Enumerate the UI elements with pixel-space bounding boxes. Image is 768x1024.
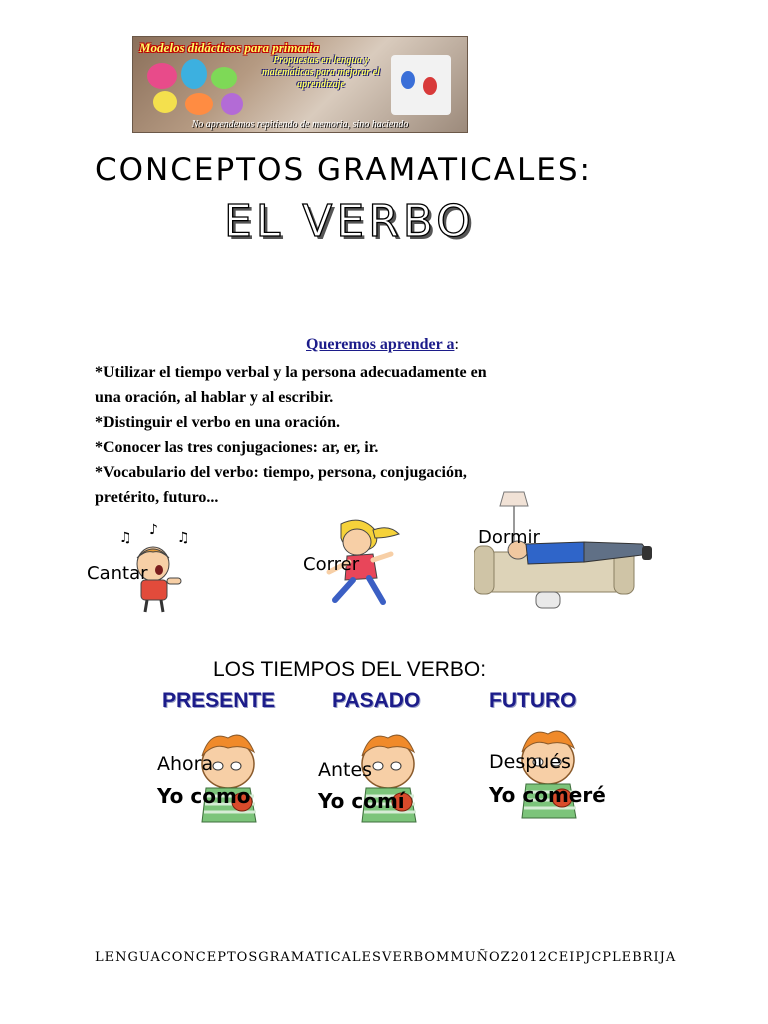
svg-text:♫: ♫ xyxy=(119,530,132,546)
objectives-heading-text: Queremos aprender a xyxy=(306,336,455,353)
example-futuro: Yo comeré xyxy=(489,783,606,807)
example-pasado: Yo comí xyxy=(318,789,405,813)
eating-boy-icon xyxy=(158,726,286,826)
tense-heading-futuro: FUTURO xyxy=(489,689,577,712)
time-word-ahora: Ahora xyxy=(157,753,214,775)
objectives-heading xyxy=(306,336,459,354)
objective-item: *Distinguir el verbo en una oración. xyxy=(95,414,341,431)
verb-label-cantar: Cantar xyxy=(87,563,148,584)
objective-item: *Vocabulario del verbo: tiempo, persona, conjugación, pretérito, futuro... xyxy=(95,464,467,506)
objectives-list xyxy=(95,360,655,510)
objectives-heading-colon: : xyxy=(454,336,459,353)
svg-text:♫: ♫ xyxy=(177,530,190,546)
verb-label-correr: Correr xyxy=(303,554,360,575)
objective-item: *Utilizar el tiempo verbal y la persona adecuadamente en una oración, al hablar y al escribir. xyxy=(95,364,487,406)
banner-subtitle: Propuestas en lengua y matemáticas para mejorar el aprendizaje xyxy=(261,55,381,90)
verb-label-dormir: Dormir xyxy=(478,527,540,548)
page-subtitle: EL VERBO xyxy=(224,196,475,247)
time-word-antes: Antes xyxy=(318,759,373,781)
example-presente: Yo como xyxy=(157,784,251,808)
footer-text: LENGUACONCEPTOSGRAMATICALESVERBOMMUÑOZ2012CEIPJCPLEBRIJA xyxy=(95,950,677,965)
tenses-title: LOS TIEMPOS DEL VERBO: xyxy=(213,658,487,681)
banner-motto: No aprendemos repitiendo de memoria, sino haciendo xyxy=(191,119,409,130)
svg-text:♪: ♪ xyxy=(149,522,158,538)
page-title: CONCEPTOS GRAMATICALES: xyxy=(95,152,592,188)
sleeping-man-icon xyxy=(474,490,658,614)
objective-item: *Conocer las tres conjugaciones: ar, er, ir. xyxy=(95,439,379,456)
time-word-despues: Después xyxy=(489,751,571,773)
tense-heading-presente: PRESENTE xyxy=(162,689,276,712)
banner-title: Modelos didácticos para primaria xyxy=(139,40,320,55)
header-banner xyxy=(132,36,468,133)
tense-heading-pasado: PASADO xyxy=(332,689,421,712)
